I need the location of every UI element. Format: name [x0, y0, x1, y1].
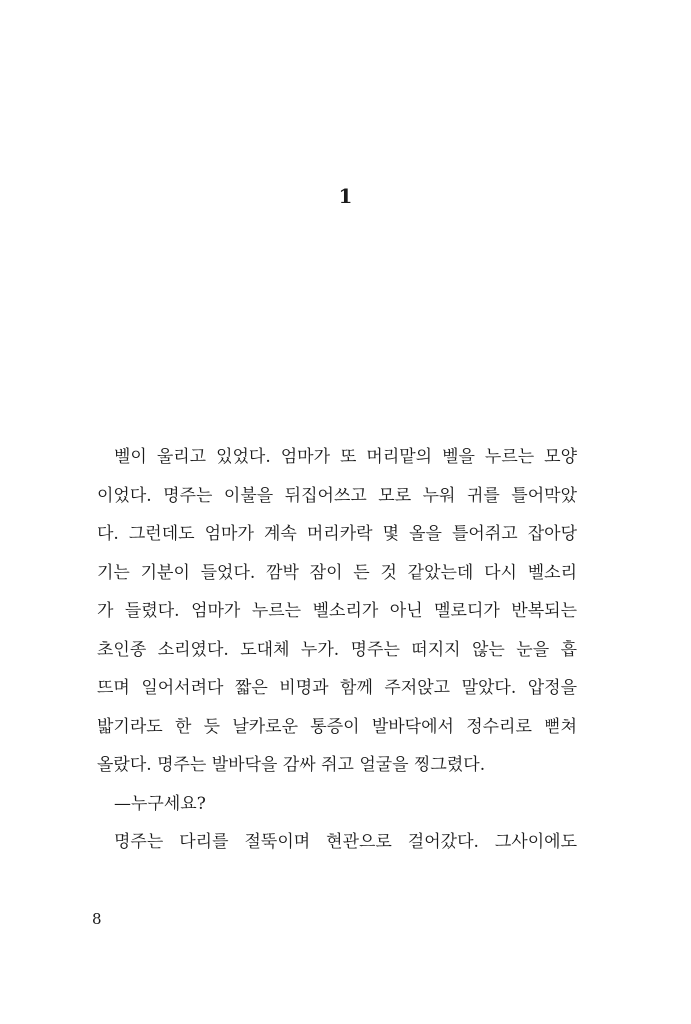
text-line: 벨이 울리고 있었다. 엄마가 또 머리맡의 벨을 누르는 모양: [114, 447, 577, 467]
page-number: 8: [92, 910, 102, 928]
text-line: 밟기라도 한 듯 날카로운 통증이 발바닥에서 정수리로 뻗쳐: [97, 716, 577, 737]
body-text: [97, 438, 577, 862]
text-line: 올랐다. 명주는 발바닥을 감싸 쥐고 얼굴을 찡그렸다.: [97, 755, 486, 775]
text-line: 명주는 다리를 절뚝이며 현관으로 걸어갔다. 그사이에도: [114, 832, 577, 852]
dialogue-line: —누구세요?: [114, 793, 206, 814]
text-line: 초인종 소리였다. 도대체 누가. 명주는 떠지지 않는 눈을 흡: [97, 639, 577, 660]
chapter-number: 1: [338, 184, 353, 208]
text-line: 뜨며 일어서려다 짧은 비명과 함께 주저앉고 말았다. 압정을: [97, 678, 577, 698]
text-line: 기는 기분이 들었다. 깜박 잠이 든 것 같았는데 다시 벨소리: [97, 562, 577, 583]
text-line: 이었다. 명주는 이불을 뒤집어쓰고 모로 누워 귀를 틀어막았: [97, 485, 577, 506]
text-line: 가 들렸다. 엄마가 누르는 벨소리가 아닌 멜로디가 반복되는: [97, 601, 577, 621]
text-line: 다. 그런데도 엄마가 계속 머리카락 몇 올을 틀어쥐고 잡아당: [97, 524, 577, 544]
